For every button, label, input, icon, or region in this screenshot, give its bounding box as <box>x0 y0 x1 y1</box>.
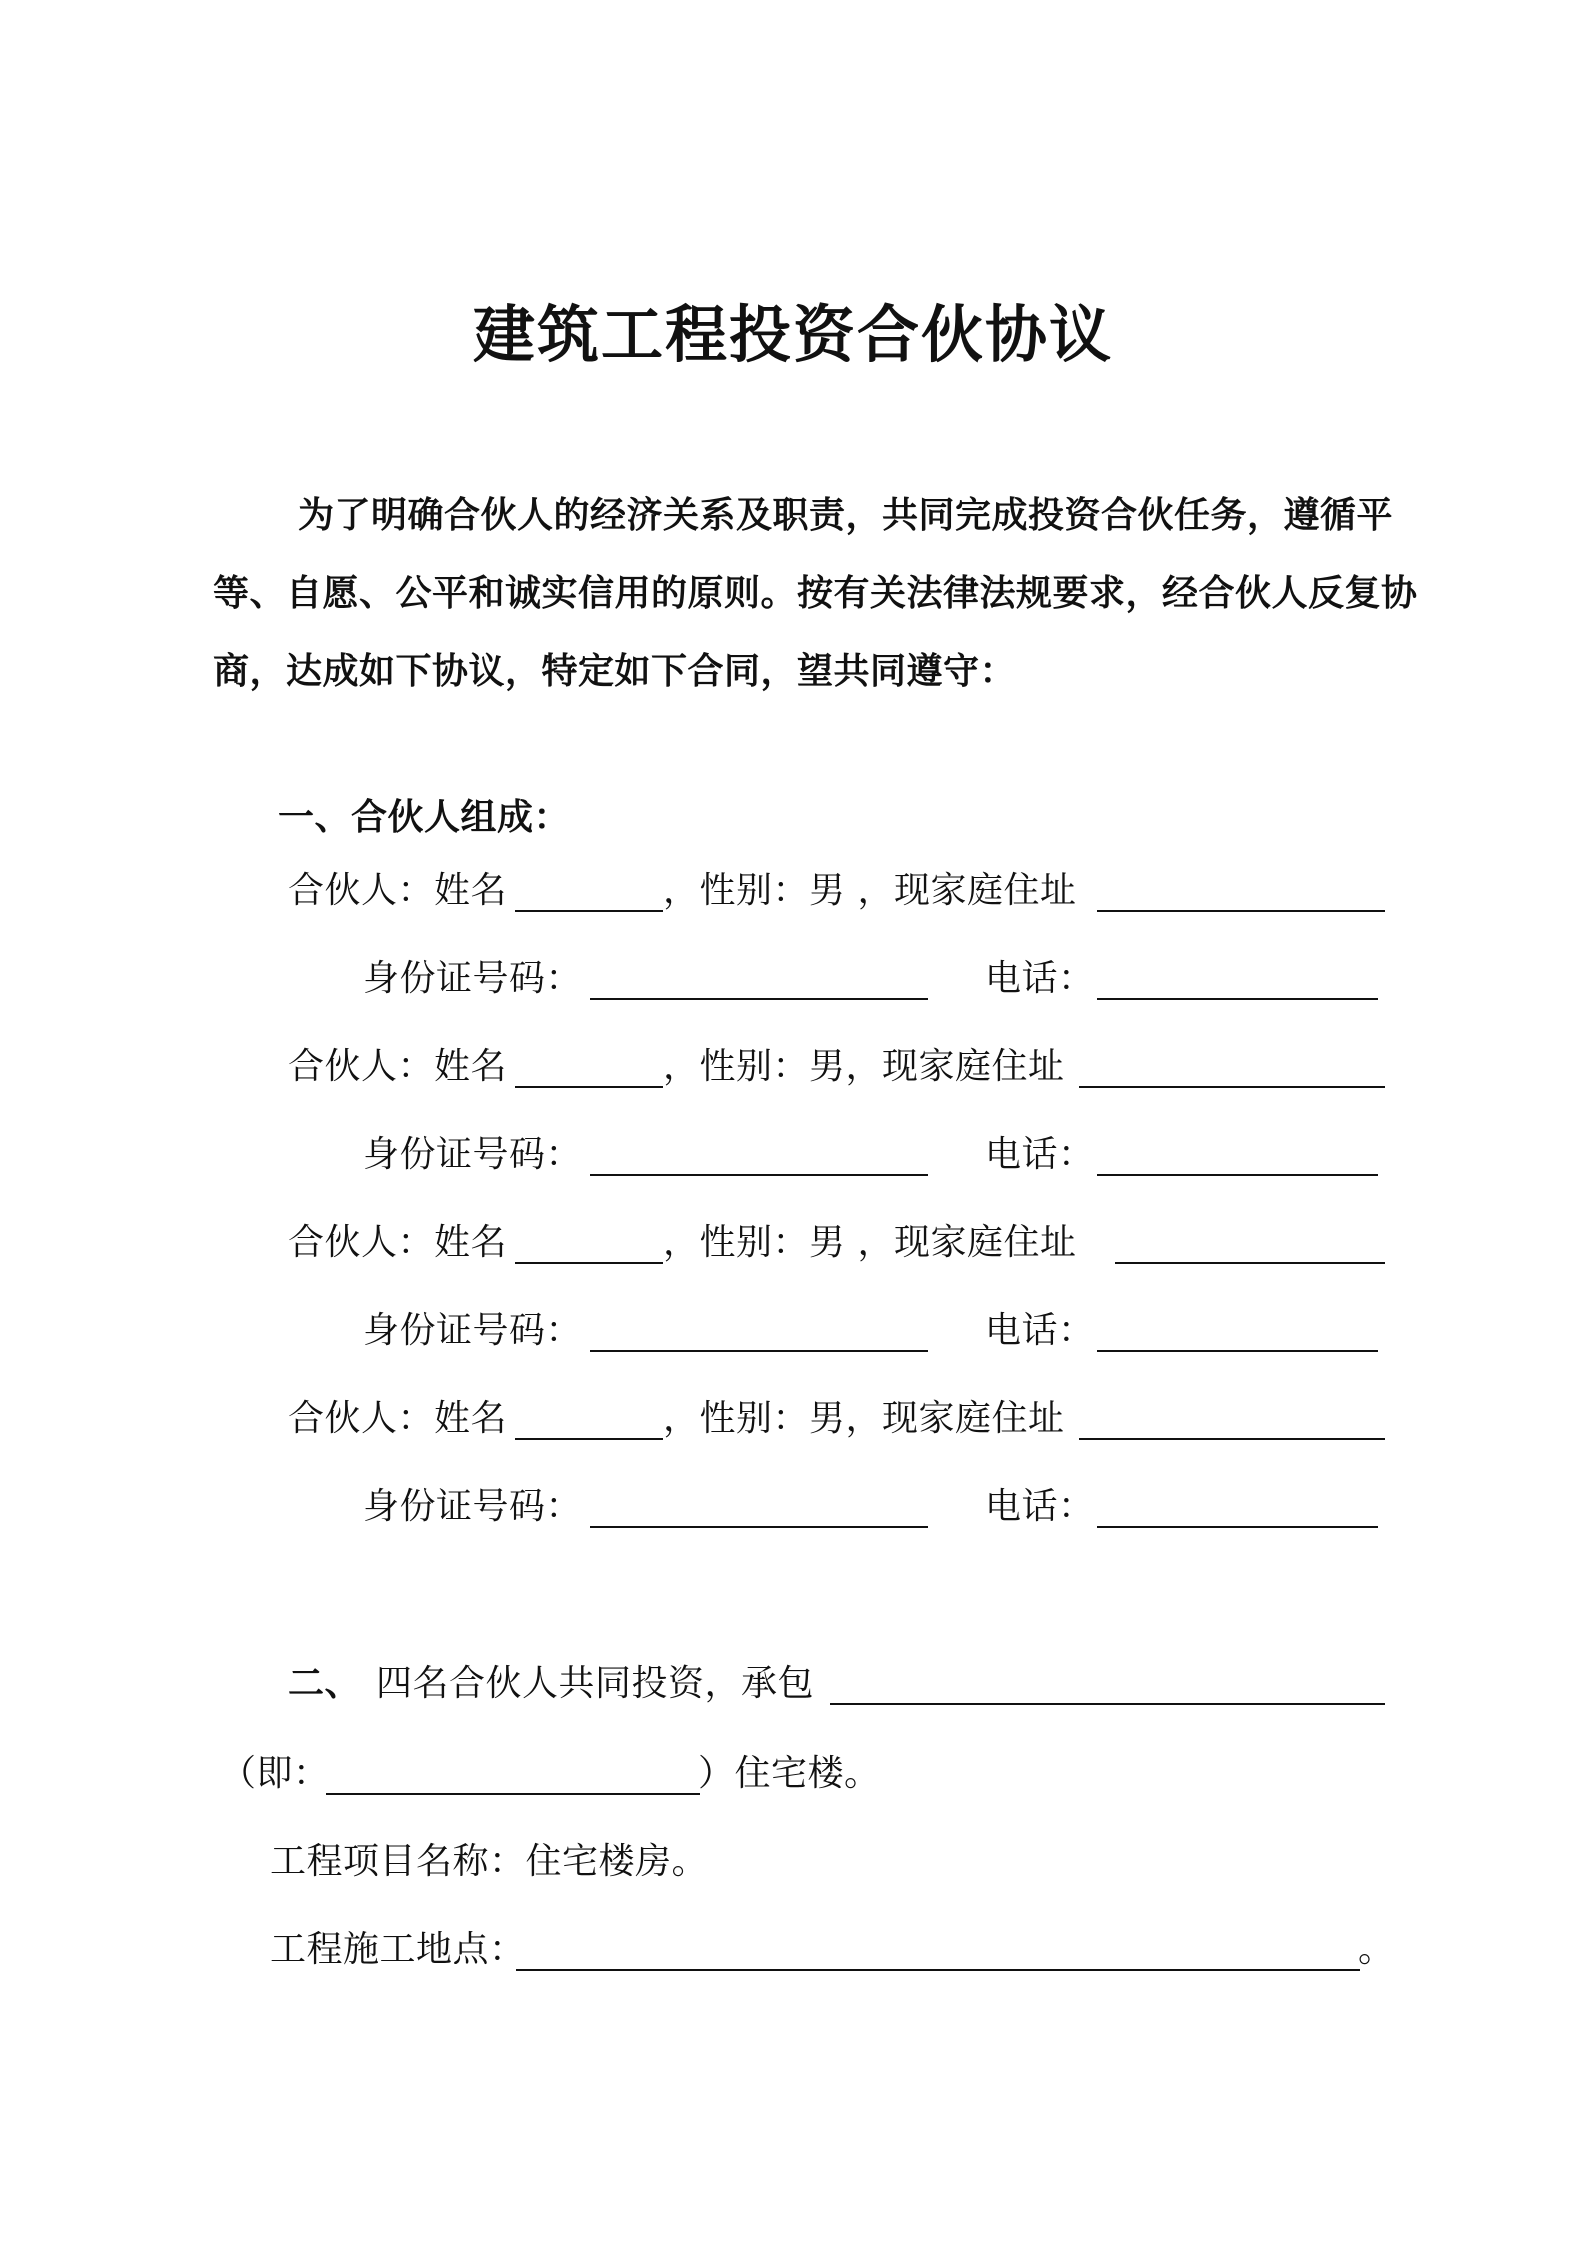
page-title: 建筑工程投资合伙协议 <box>472 298 1113 371</box>
partner2-id-label: 身份证号码： <box>363 1134 583 1175</box>
partner2-phone-label: 电话： <box>985 1134 1095 1175</box>
partner4-gender-address-label: ，性别：男，现家庭住址 <box>663 1398 1065 1439</box>
partner2-gender-address-label: ，性别：男，现家庭住址 <box>663 1046 1065 1087</box>
partner4-phone-blank[interactable] <box>1097 1526 1378 1528</box>
section2-number: 二、 <box>288 1663 362 1704</box>
partner4-name-label: 合伙人：姓名 <box>288 1398 508 1439</box>
partner3-phone-blank[interactable] <box>1097 1350 1378 1352</box>
partner2-address-blank[interactable] <box>1079 1086 1385 1088</box>
project-name: 工程项目名称：住宅楼房。 <box>270 1841 709 1882</box>
partner1-id-label: 身份证号码： <box>363 958 583 999</box>
partner1-phone-label: 电话： <box>985 958 1095 999</box>
section2-heading: 四名合伙人共同投资，承包 <box>376 1663 815 1704</box>
partner2-name-label: 合伙人：姓名 <box>288 1046 508 1087</box>
partner3-phone-label: 电话： <box>985 1310 1095 1351</box>
partner1-name-label: 合伙人：姓名 <box>288 870 508 911</box>
site-blank[interactable] <box>516 1969 1360 1971</box>
partner3-id-blank[interactable] <box>590 1350 928 1352</box>
intro-line-3: 商，达成如下协议，特定如下合同，望共同遵守： <box>213 651 1017 692</box>
contract-project-blank[interactable] <box>830 1703 1385 1705</box>
section1-heading: 一、合伙人组成： <box>278 797 571 838</box>
intro-line-2: 等、自愿、公平和诚实信用的原则。按有关法律法规要求，经合伙人反复协 <box>213 573 1418 614</box>
partner4-id-label: 身份证号码： <box>363 1486 583 1527</box>
partner3-address-blank[interactable] <box>1115 1262 1385 1264</box>
partner3-name-blank[interactable] <box>515 1262 663 1264</box>
partner4-id-blank[interactable] <box>590 1526 928 1528</box>
partner1-address-blank[interactable] <box>1097 910 1385 912</box>
partner2-phone-blank[interactable] <box>1097 1174 1378 1176</box>
partner3-id-label: 身份证号码： <box>363 1310 583 1351</box>
partner1-name-blank[interactable] <box>515 910 663 912</box>
partner1-id-blank[interactable] <box>590 998 928 1000</box>
intro-line-1: 为了明确合伙人的经济关系及职责，共同完成投资合伙任务，遵循平 <box>298 495 1394 536</box>
ie-open-label: （即： <box>220 1753 330 1794</box>
partner1-phone-blank[interactable] <box>1097 998 1378 1000</box>
partner2-id-blank[interactable] <box>590 1174 928 1176</box>
partner4-phone-label: 电话： <box>985 1486 1095 1527</box>
site-end-mark: 。 <box>1358 1929 1395 1970</box>
partner3-gender-address-label: ，性别：男 ，现家庭住址 <box>663 1222 1077 1263</box>
partner3-name-label: 合伙人：姓名 <box>288 1222 508 1263</box>
partner1-gender-address-label: ，性别：男 ，现家庭住址 <box>663 870 1077 911</box>
ie-blank[interactable] <box>326 1793 700 1795</box>
ie-close-label: ）住宅楼。 <box>698 1753 881 1794</box>
site-label: 工程施工地点： <box>270 1929 526 1970</box>
partner2-name-blank[interactable] <box>515 1086 663 1088</box>
partner4-address-blank[interactable] <box>1079 1438 1385 1440</box>
partner4-name-blank[interactable] <box>515 1438 663 1440</box>
